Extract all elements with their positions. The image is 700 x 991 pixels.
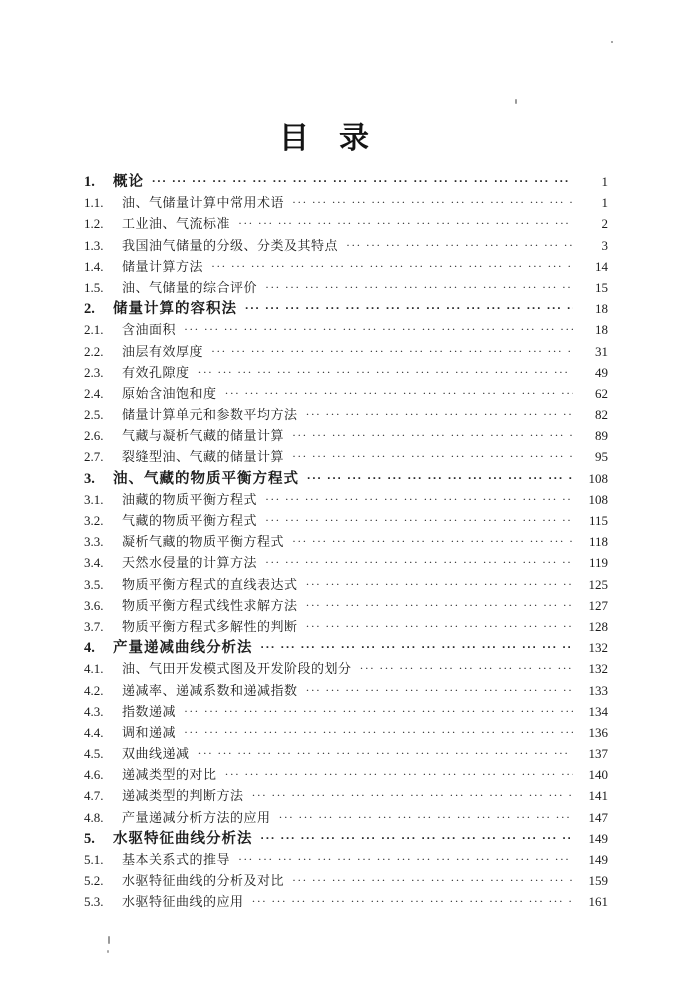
toc-entry-page: 2	[601, 216, 608, 232]
dot-leader	[184, 700, 573, 722]
dot-leader	[292, 530, 573, 552]
toc-entry-number: 1.3.	[84, 237, 104, 253]
toc-entry-number: 1.	[84, 174, 95, 190]
toc-entry-page: 149	[588, 830, 608, 846]
dot-leader	[292, 191, 573, 213]
toc-entry-title: 双曲线递减	[122, 746, 190, 762]
dot-leader	[306, 594, 573, 616]
toc-entry-page: 108	[588, 470, 608, 486]
toc-entry-number: 2.3.	[84, 364, 104, 380]
dot-leader	[306, 573, 573, 595]
toc-entry	[84, 828, 608, 849]
dot-leader	[307, 468, 573, 489]
toc-entry-number: 3.3.	[84, 534, 104, 550]
toc-entry-page: 115	[588, 513, 608, 528]
toc-entry-page: 161	[588, 894, 608, 910]
toc-entry	[84, 552, 608, 573]
toc-entry-page: 128	[588, 618, 608, 634]
toc-entry	[84, 680, 608, 701]
dot-leader	[252, 784, 573, 806]
toc-entry-page: 159	[588, 873, 608, 889]
dot-leader	[279, 806, 573, 828]
dot-leader	[225, 763, 573, 785]
toc-entry	[84, 764, 608, 785]
toc-entry-title: 水驱特征曲线的应用	[122, 894, 244, 910]
toc-entry-title: 气藏的物质平衡方程式	[122, 513, 258, 528]
toc-entry	[84, 616, 608, 637]
toc-entry	[84, 213, 608, 234]
dot-leader	[292, 445, 573, 467]
toc-entry-number: 2.2.	[84, 343, 104, 359]
toc-entry-page: 3	[601, 237, 608, 253]
toc-entry	[84, 870, 608, 891]
toc-entry-number: 1.2.	[84, 216, 104, 232]
toc-entry	[84, 743, 608, 764]
scan-artifact	[107, 950, 109, 953]
toc-entry-title: 指数递减	[122, 703, 177, 719]
toc-entry-page: 147	[588, 809, 608, 825]
toc-entry-number: 4.3.	[84, 703, 104, 719]
dot-leader	[265, 276, 573, 298]
toc-entry-number: 3.7.	[84, 618, 104, 634]
dot-leader	[346, 234, 573, 256]
toc-entry-number: 1.1.	[84, 195, 104, 211]
toc-entry-title: 有效孔隙度	[122, 364, 190, 380]
toc-entry-page: 119	[588, 555, 608, 571]
toc-entry-title: 我国油气储量的分级、分类及其特点	[122, 237, 339, 253]
toc-entry	[84, 383, 608, 404]
toc-entry-title: 凝析气藏的物质平衡方程式	[122, 534, 285, 550]
toc-entry-page: 89	[595, 428, 608, 444]
toc-entry	[84, 637, 608, 658]
toc-entry	[84, 192, 608, 213]
dot-leader	[292, 424, 573, 446]
dot-leader	[265, 488, 573, 510]
dot-leader	[265, 509, 573, 531]
toc-entry-page: 31	[595, 343, 608, 359]
toc-entry-title: 油、气储量计算中常用术语	[122, 195, 285, 211]
toc-entry-page: 134	[588, 703, 608, 719]
toc-entry-number: 4.	[84, 640, 95, 657]
dot-leader	[184, 721, 573, 743]
toc-entry	[84, 701, 608, 722]
dot-leader	[198, 742, 573, 764]
toc-entry-number: 3.1.	[84, 491, 104, 507]
toc-entry-number: 3.6.	[84, 597, 104, 613]
toc-entry-title: 递减类型的判断方法	[122, 788, 244, 804]
toc-entry-title: 产量递减曲线分析法	[113, 640, 253, 657]
toc-entry-page: 82	[595, 407, 608, 423]
scan-artifact	[108, 936, 110, 944]
toc-entry-number: 4.5.	[84, 746, 104, 762]
toc-entry	[84, 362, 608, 383]
toc-entry-page: 18	[595, 301, 608, 317]
toc-entry-number: 3.2.	[84, 513, 104, 528]
toc-entry-number: 2.	[84, 301, 95, 318]
toc-entry-title: 油、气田开发模式图及开发阶段的划分	[122, 661, 352, 677]
toc-entry-number: 5.1.	[84, 852, 104, 867]
dot-leader	[211, 255, 573, 277]
dot-leader	[252, 890, 573, 912]
toc-entry-number: 5.	[84, 830, 95, 847]
toc-entry-page: 15	[595, 279, 608, 295]
toc-entry-title: 基本关系式的推导	[122, 852, 231, 867]
toc-entry	[84, 849, 608, 870]
toc-entry-title: 含油面积	[122, 322, 177, 338]
toc-entry-title: 水驱特征曲线的分析及对比	[122, 873, 285, 889]
dot-leader	[306, 403, 573, 425]
toc-entry-title: 物质平衡方程式线性求解方法	[122, 597, 298, 613]
dot-leader	[261, 828, 574, 849]
dot-leader	[360, 657, 573, 679]
toc-entry-number: 2.4.	[84, 385, 104, 401]
toc-entry-title: 递减类型的对比	[122, 767, 217, 783]
scan-artifact	[611, 41, 613, 43]
toc-entry-number: 4.7.	[84, 788, 104, 804]
toc-entry	[84, 277, 608, 298]
toc-entry	[84, 446, 608, 467]
toc-entry-title: 油藏的物质平衡方程式	[122, 491, 258, 507]
toc-entry-number: 4.6.	[84, 767, 104, 783]
toc-entry	[84, 531, 608, 552]
toc-entry-page: 49	[595, 364, 608, 380]
dot-leader	[198, 361, 573, 383]
dot-leader	[306, 679, 573, 701]
toc-entry-number: 2.6.	[84, 428, 104, 444]
scan-artifact	[515, 99, 517, 104]
toc-entry	[84, 298, 608, 319]
dot-leader	[211, 340, 573, 362]
toc-entry	[84, 171, 608, 192]
toc-entry-number: 2.7.	[84, 449, 104, 465]
toc-entry-title: 调和递减	[122, 724, 177, 740]
toc-entry	[84, 595, 608, 616]
toc-entry	[84, 235, 608, 256]
toc-entry-number: 4.8.	[84, 809, 104, 825]
toc-entry-title: 油、气藏的物质平衡方程式	[113, 470, 299, 487]
toc-entry-title: 水驱特征曲线分析法	[113, 830, 253, 847]
toc-entry-title: 储量计算的容积法	[113, 301, 237, 318]
toc-entry-page: 14	[595, 258, 608, 274]
toc-entry-page: 140	[588, 767, 608, 783]
toc-entry	[84, 468, 608, 489]
toc-entry	[84, 891, 608, 912]
toc-entry-title: 储量计算方法	[122, 258, 204, 274]
dot-leader	[245, 298, 573, 319]
toc-entry-title: 油、气储量的综合评价	[122, 279, 258, 295]
toc-entry	[84, 722, 608, 743]
toc-entry-title: 概论	[113, 174, 144, 190]
toc-entry-number: 3.	[84, 470, 95, 487]
toc-entry-number: 1.5.	[84, 279, 104, 295]
toc-entry-title: 递减率、递减系数和递减指数	[122, 682, 298, 698]
toc-entry-page: 133	[588, 682, 608, 698]
dot-leader	[306, 615, 573, 637]
toc-entry-page: 1	[601, 174, 608, 189]
toc-entry-number: 2.5.	[84, 407, 104, 423]
dot-leader	[261, 637, 574, 658]
toc-entry-number: 4.1.	[84, 661, 104, 677]
toc-entry-title: 油层有效厚度	[122, 343, 204, 359]
toc-entry-title: 物质平衡方程式的直线表达式	[122, 576, 298, 592]
dot-leader	[292, 869, 573, 891]
dot-leader	[265, 551, 573, 573]
toc-entry-page: 1	[601, 195, 608, 211]
toc-entry-number: 2.1.	[84, 322, 104, 338]
toc-entry-page: 125	[588, 576, 608, 592]
toc-entry	[84, 425, 608, 446]
toc-entry-page: 95	[595, 449, 608, 465]
toc-entry-page: 136	[588, 724, 608, 740]
toc-entry-page: 62	[595, 385, 608, 401]
toc-entry	[84, 404, 608, 425]
toc-entry-number: 4.4.	[84, 724, 104, 740]
toc-entry-page: 18	[595, 322, 608, 338]
toc-entry	[84, 807, 608, 828]
toc-entry-page: 141	[588, 788, 608, 804]
toc-entry-page: 108	[588, 491, 608, 507]
toc-entry-title: 储量计算单元和参数平均方法	[122, 407, 298, 423]
toc-entry-number: 3.5.	[84, 576, 104, 592]
toc-entry-number: 3.4.	[84, 555, 104, 571]
dot-leader	[238, 212, 573, 234]
toc-entry-number: 1.4.	[84, 258, 104, 274]
toc-entry-title: 物质平衡方程式多解性的判断	[122, 618, 298, 634]
toc-entry-page: 127	[588, 597, 608, 613]
toc-entry	[84, 341, 608, 362]
table-of-contents	[84, 171, 608, 913]
toc-entry	[84, 256, 608, 277]
toc-entry-title: 气藏与凝析气藏的储量计算	[122, 428, 285, 444]
dot-leader	[225, 382, 573, 404]
page-title: 目 录	[279, 122, 369, 156]
toc-entry	[84, 510, 608, 531]
toc-entry	[84, 574, 608, 595]
toc-entry-title: 原始含油饱和度	[122, 385, 217, 401]
toc-entry	[84, 319, 608, 340]
toc-entry-number: 5.2.	[84, 873, 104, 889]
toc-entry-page: 132	[588, 661, 608, 677]
toc-entry	[84, 489, 608, 510]
toc-entry-number: 4.2.	[84, 682, 104, 698]
toc-entry-page: 137	[588, 746, 608, 762]
dot-leader	[238, 848, 573, 870]
dot-leader	[152, 171, 573, 192]
toc-entry-title: 产量递减分析方法的应用	[122, 809, 271, 825]
toc-entry-page: 118	[588, 534, 608, 550]
toc-entry-number: 5.3.	[84, 894, 104, 910]
toc-entry	[84, 658, 608, 679]
toc-entry-title: 工业油、气流标准	[122, 216, 231, 232]
toc-entry-title: 裂缝型油、气藏的储量计算	[122, 449, 285, 465]
toc-entry-page: 132	[588, 640, 608, 656]
toc-entry-page: 149	[588, 852, 608, 867]
toc-entry-title: 天然水侵量的计算方法	[122, 555, 258, 571]
dot-leader	[184, 318, 573, 340]
toc-entry	[84, 785, 608, 806]
